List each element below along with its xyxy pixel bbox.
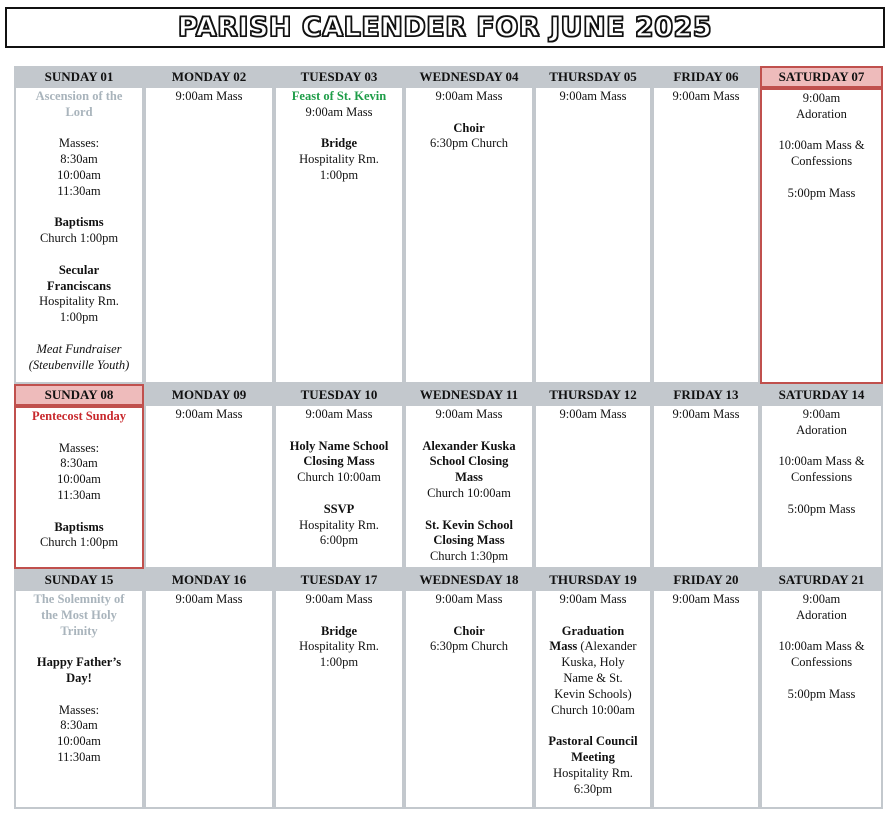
event-line: Graduation [561, 623, 625, 638]
event-line: Holy Name School [289, 438, 389, 453]
event-line: Kevin Schools) [554, 686, 632, 701]
day-cell [534, 406, 652, 569]
event-line: Mass (Alexander [549, 639, 637, 654]
day-header: WEDNESDAY 11 [404, 384, 534, 406]
event-line: Mass [455, 470, 483, 485]
spacer [280, 423, 398, 439]
day-header: SATURDAY 21 [760, 569, 883, 591]
day-cell [534, 88, 652, 384]
event-line: 10:00am [57, 472, 101, 487]
spacer [20, 639, 138, 655]
event-line: Church 1:00pm [39, 535, 119, 550]
event-line: Feast of St. Kevin [291, 89, 387, 103]
event-line: Confessions [790, 154, 853, 169]
event-line: Meat Fundraiser [36, 341, 122, 356]
day-cell [144, 88, 274, 384]
day-cell [14, 88, 144, 384]
event-line: 10:00am Mass & [778, 138, 865, 153]
event-line: Church 1:30pm [429, 549, 509, 564]
day-header: TUESDAY 17 [274, 569, 404, 591]
title-box [5, 7, 885, 48]
event-line: 10:00am Mass & [778, 639, 865, 654]
event-line: Alexander Kuska [422, 438, 516, 453]
event-line: Choir [453, 623, 485, 638]
event-line: SSVP [323, 501, 355, 516]
event-line: Ascension of the [35, 89, 123, 103]
event-line: 9:00am [802, 592, 841, 606]
day-cell [274, 591, 404, 809]
event-line: 9:00am Mass [672, 592, 740, 606]
day-header: THURSDAY 12 [534, 384, 652, 406]
day-header: MONDAY 09 [144, 384, 274, 406]
day-header: TUESDAY 03 [274, 66, 404, 88]
event-line: Choir [453, 120, 485, 135]
event-line: 9:00am Mass [175, 89, 243, 103]
event-line: 5:00pm Mass [787, 501, 856, 516]
day-header: SUNDAY 01 [14, 66, 144, 88]
day-header: WEDNESDAY 04 [404, 66, 534, 88]
day-header: SATURDAY 07 [760, 66, 883, 88]
event-line: Hospitality Rm. [39, 294, 119, 309]
spacer [766, 486, 877, 502]
day-cell [404, 591, 534, 809]
event-line: 1:00pm [319, 167, 359, 182]
event-line: Church 10:00am [427, 485, 511, 500]
event-line: (Steubenville Youth) [28, 357, 130, 372]
spacer [766, 439, 877, 455]
spacer [20, 121, 138, 137]
day-cell [274, 406, 404, 569]
day-header: MONDAY 02 [144, 66, 274, 88]
event-line: 8:30am [60, 718, 98, 733]
event-line: 6:30pm Church [429, 136, 509, 151]
event-line: The Solemnity of [33, 592, 125, 606]
day-cell [760, 406, 883, 569]
day-cell [652, 591, 760, 809]
event-line: 9:00am Mass [175, 592, 243, 606]
event-line: 11:30am [57, 487, 101, 502]
event-line: Bridge [320, 136, 358, 151]
event-line: Bridge [320, 623, 358, 638]
event-line: Franciscans [47, 278, 111, 293]
calendar-grid [14, 66, 883, 807]
event-line: Church 10:00am [297, 470, 381, 485]
event-line: 8:30am [60, 456, 98, 471]
event-line: Hospitality Rm. [299, 152, 379, 167]
event-line: 1:00pm [59, 310, 99, 325]
spacer [410, 423, 528, 439]
day-cell [760, 88, 883, 384]
event-line: Adoration [796, 422, 847, 437]
spacer [540, 608, 646, 624]
event-line: 9:00am Mass [305, 407, 373, 421]
event-line: Hospitality Rm. [553, 765, 633, 780]
event-line: Meeting [571, 749, 615, 764]
spacer [20, 200, 138, 216]
event-line: Hospitality Rm. [299, 517, 379, 532]
spacer [766, 170, 877, 186]
page-title: PARISH CALENDER FOR JUNE 2025 [177, 12, 713, 43]
event-line: Day! [66, 670, 92, 685]
spacer [20, 425, 138, 441]
day-header: WEDNESDAY 18 [404, 569, 534, 591]
event-line: Church 10:00am [551, 702, 635, 717]
spacer [410, 502, 528, 518]
spacer [20, 326, 138, 342]
event-line: Name & St. [563, 670, 623, 685]
event-line: 10:00am [57, 167, 101, 182]
day-cell [652, 406, 760, 569]
day-cell [144, 406, 274, 569]
event-line: Confessions [790, 655, 853, 670]
event-line: Adoration [796, 607, 847, 622]
event-line: 9:00am Mass [435, 407, 503, 421]
event-line: Church 1:00pm [39, 231, 119, 246]
event-line: 9:00am Mass [305, 592, 373, 606]
event-line: 5:00pm Mass [787, 185, 856, 200]
event-line: 10:00am Mass & [778, 454, 865, 469]
event-line: Baptisms [54, 519, 104, 534]
event-line: 9:00am [802, 91, 841, 105]
event-line: 8:30am [60, 152, 98, 167]
event-line: Lord [65, 104, 93, 119]
event-line: 9:00am Mass [672, 407, 740, 421]
event-line: 1:00pm [319, 655, 359, 670]
day-cell [404, 406, 534, 569]
spacer [20, 687, 138, 703]
day-header: FRIDAY 20 [652, 569, 760, 591]
event-line: Trinity [60, 623, 98, 638]
spacer [280, 608, 398, 624]
event-line: School Closing [429, 454, 509, 469]
day-cell [534, 591, 652, 809]
day-cell [760, 591, 883, 809]
event-line: 9:00am Mass [175, 407, 243, 421]
event-line: 9:00am Mass [435, 89, 503, 103]
spacer [410, 608, 528, 624]
event-line: 9:00am Mass [305, 104, 373, 119]
day-header: FRIDAY 13 [652, 384, 760, 406]
event-line: 6:00pm [319, 533, 359, 548]
event-line: Masses: [58, 136, 100, 151]
event-line: 11:30am [57, 749, 101, 764]
event-line: 11:30am [57, 183, 101, 198]
event-line: Hospitality Rm. [299, 639, 379, 654]
spacer [766, 123, 877, 139]
event-line: 10:00am [57, 734, 101, 749]
event-line: 9:00am Mass [559, 89, 627, 103]
event-line: 5:00pm Mass [787, 686, 856, 701]
spacer [280, 486, 398, 502]
event-line: 6:30pm [573, 781, 613, 796]
spacer [20, 247, 138, 263]
event-line: 9:00am Mass [559, 592, 627, 606]
day-cell [14, 406, 144, 569]
event-line: Baptisms [54, 215, 104, 230]
event-line: Secular [58, 262, 100, 277]
event-line: 9:00am Mass [672, 89, 740, 103]
day-cell [274, 88, 404, 384]
day-cell [14, 591, 144, 809]
event-line: Masses: [58, 702, 100, 717]
day-header: THURSDAY 05 [534, 66, 652, 88]
day-cell [144, 591, 274, 809]
event-line: Pastoral Council [548, 734, 638, 749]
day-cell [652, 88, 760, 384]
event-line: Pentecost Sunday [31, 409, 127, 423]
event-line: Happy Father’s [36, 655, 122, 670]
day-header: MONDAY 16 [144, 569, 274, 591]
event-line: Masses: [58, 440, 100, 455]
day-header: SATURDAY 14 [760, 384, 883, 406]
spacer [540, 718, 646, 734]
day-header: SUNDAY 08 [14, 384, 144, 406]
event-line: Kuska, Holy [561, 655, 625, 670]
spacer [280, 121, 398, 137]
event-line: 6:30pm Church [429, 639, 509, 654]
day-header: THURSDAY 19 [534, 569, 652, 591]
day-header: FRIDAY 06 [652, 66, 760, 88]
spacer [766, 624, 877, 640]
event-line: St. Kevin School [425, 517, 513, 532]
event-line: Closing Mass [433, 533, 505, 548]
spacer [20, 504, 138, 520]
day-header: TUESDAY 10 [274, 384, 404, 406]
event-line: the Most Holy [41, 607, 117, 622]
event-line: 9:00am Mass [435, 592, 503, 606]
day-cell [404, 88, 534, 384]
event-line: Closing Mass [303, 454, 375, 469]
event-line: 9:00am [802, 407, 841, 421]
event-line: Adoration [796, 106, 847, 121]
day-header: SUNDAY 15 [14, 569, 144, 591]
event-line: Confessions [790, 470, 853, 485]
event-line: 9:00am Mass [559, 407, 627, 421]
spacer [410, 105, 528, 121]
spacer [766, 671, 877, 687]
